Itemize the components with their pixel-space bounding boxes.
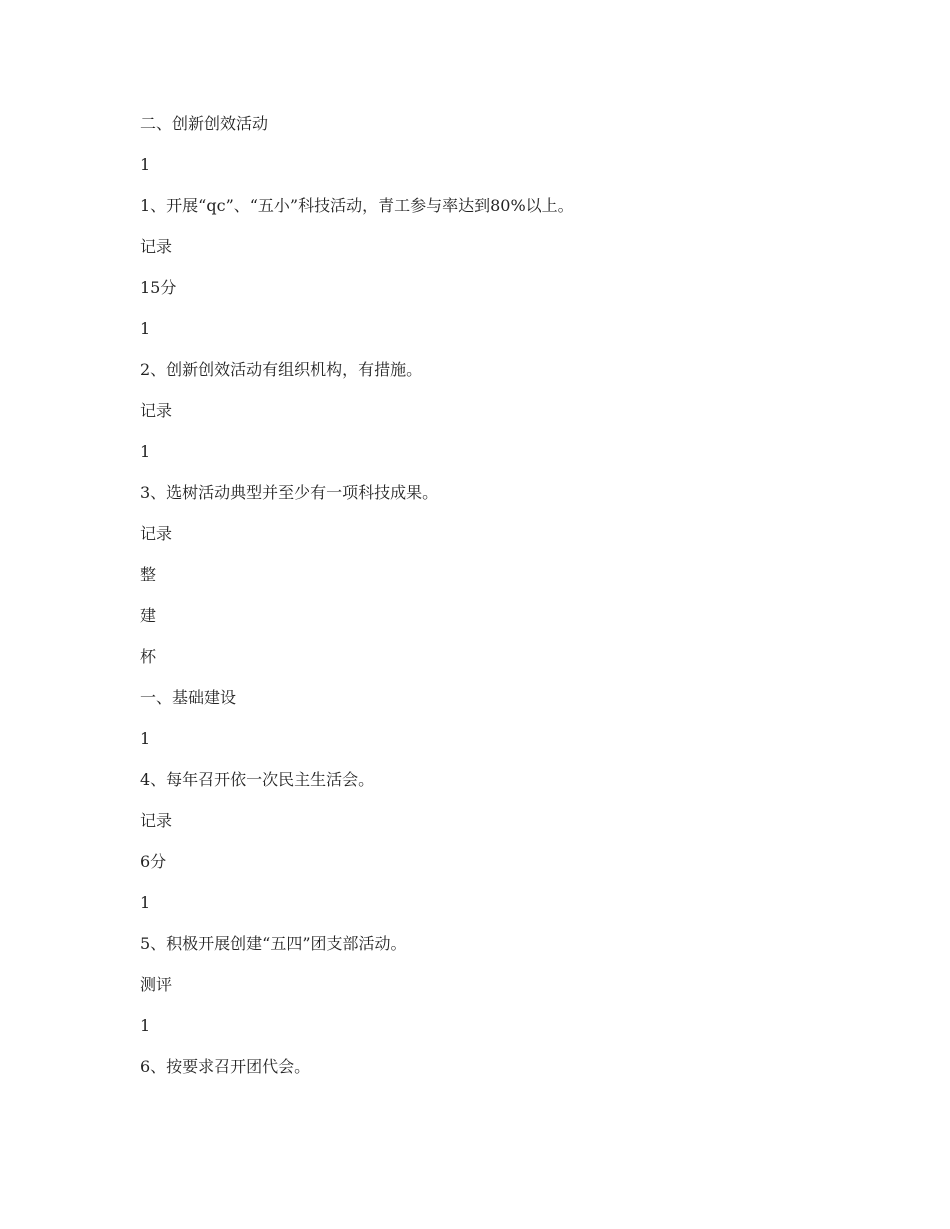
- method-label: 测评: [140, 975, 173, 994]
- score-value: 1: [140, 1016, 151, 1035]
- section-heading-innovation: 二、创新创效活动: [140, 114, 269, 133]
- criterion-item-1: 1、开展“qc”、“五小”科技活动，青工参与率达到80%以上。: [140, 196, 574, 215]
- method-label: 记录: [140, 401, 173, 420]
- criterion-item-2: 2、创新创效活动有组织机构，有措施。: [140, 360, 423, 379]
- score-value: 1: [140, 729, 151, 748]
- score-value: 1: [140, 155, 151, 174]
- criterion-item-5: 5、积极开展创建“五四”团支部活动。: [140, 934, 407, 953]
- score-value: 1: [140, 442, 151, 461]
- criterion-item-3: 3、选树活动典型并至少有一项科技成果。: [140, 483, 439, 502]
- criterion-item-6: 6、按要求召开团代会。: [140, 1057, 311, 1076]
- category-char: 整: [140, 565, 157, 584]
- document-body: [140, 112, 840, 1096]
- points-label: 6分: [140, 852, 167, 871]
- points-label: 15分: [140, 278, 177, 297]
- criterion-item-4: 4、每年召开依一次民主生活会。: [140, 770, 375, 789]
- category-char: 建: [140, 606, 157, 625]
- method-label: 记录: [140, 237, 173, 256]
- method-label: 记录: [140, 811, 173, 830]
- section-heading-foundation: 一、基础建设: [140, 688, 237, 707]
- method-label: 记录: [140, 524, 173, 543]
- category-char: 杯: [140, 647, 157, 666]
- score-value: 1: [140, 319, 151, 338]
- score-value: 1: [140, 893, 151, 912]
